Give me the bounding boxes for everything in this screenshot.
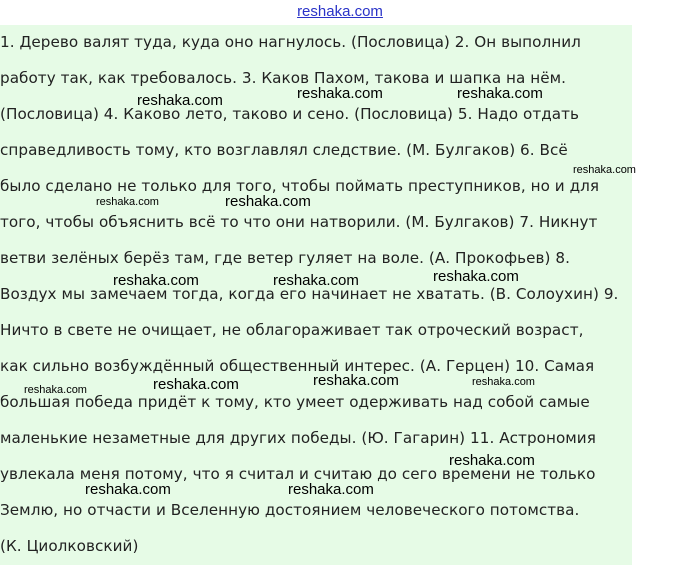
watermark: reshaka.com: [472, 376, 535, 388]
watermark: reshaka.com: [288, 481, 374, 498]
watermark: reshaka.com: [153, 376, 239, 393]
watermark: reshaka.com: [313, 372, 399, 389]
text-line-9: Ничто в свете не очищает, не облагораживает так отроческий возраст,: [0, 321, 584, 339]
watermark: reshaka.com: [433, 268, 519, 285]
text-line-10: как сильно возбуждённый общественный интерес. (А. Герцен) 10. Самая: [0, 357, 595, 375]
text-line-15: (К. Циолковский): [0, 537, 139, 555]
text-line-14: Землю, но отчасти и Вселенную достоянием человеческого потомства.: [0, 501, 580, 519]
watermark: reshaka.com: [273, 272, 359, 289]
text-line-6: того, чтобы объяснить всё то что они натворили. (М. Булгаков) 7. Никнут: [0, 213, 598, 231]
text-line-4: справедливость тому, кто возглавлял следствие. (М. Булгаков) 6. Всё: [0, 141, 568, 159]
text-line-12: маленькие незаметные для других победы. (Ю. Гагарин) 11. Астрономия: [0, 429, 596, 447]
text-line-11: большая победа придёт к тому, кто умеет одерживать над собой самые: [0, 393, 590, 411]
watermark: reshaka.com: [113, 272, 199, 289]
watermark: reshaka.com: [457, 85, 543, 102]
text-line-3: (Пословица) 4. Каково лето, таково и сено. (Пословица) 5. Надо отдать: [0, 105, 580, 123]
watermark: reshaka.com: [137, 92, 223, 109]
text-line-8: Воздух мы замечаем тогда, когда его начинает не хватать. (В. Солоухин) 9.: [0, 285, 619, 303]
watermark: reshaka.com: [24, 384, 87, 396]
text-line-13: увлекала меня потому, что я считал и считаю до сего времени не только: [0, 465, 596, 483]
watermark: reshaka.com: [573, 164, 636, 176]
site-header-link[interactable]: reshaka.com: [297, 3, 383, 20]
text-line-7: ветви зелёных берёз там, где ветер гуляет на воле. (А. Прокофьев) 8.: [0, 249, 570, 267]
text-line-1: 1. Дерево валят туда, куда оно нагнулось. (Пословица) 2. Он выполнил: [0, 33, 581, 51]
text-line-2: работу так, как требовалось. 3. Каков Пахом, такова и шапка на нём.: [0, 69, 567, 87]
text-line-5: было сделано не только для того, чтобы поймать преступников, но и для: [0, 177, 600, 195]
watermark: reshaka.com: [449, 452, 535, 469]
watermark: reshaka.com: [85, 481, 171, 498]
watermark: reshaka.com: [297, 85, 383, 102]
watermark: reshaka.com: [96, 196, 159, 208]
watermark: reshaka.com: [225, 193, 311, 210]
